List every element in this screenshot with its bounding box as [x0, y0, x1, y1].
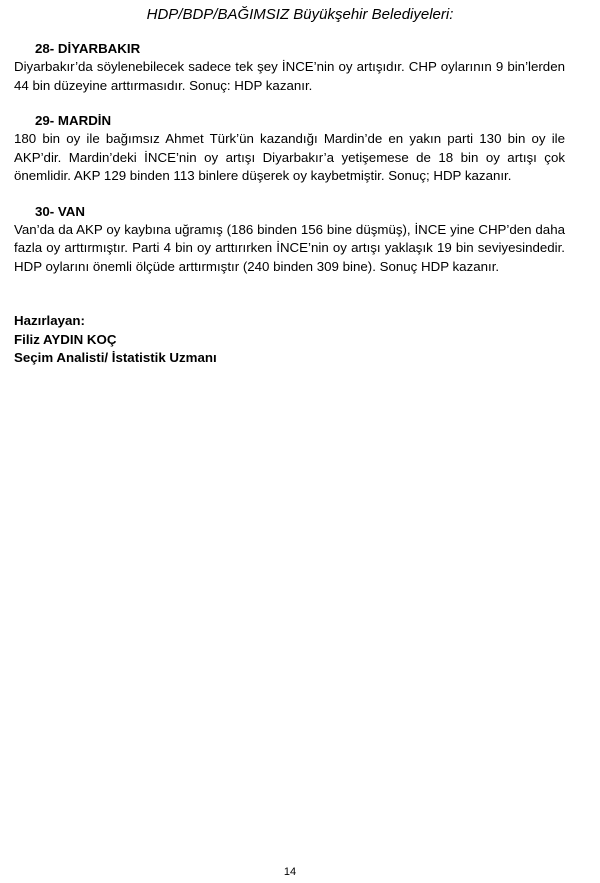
section-body: Van’da da AKP oy kaybına uğramış (186 binden 156 bine düşmüş), İNCE yine CHP’den daha fazla oy arttırmıştır. Parti 4 bin oy arttırırken İNCE’nin oy artışı yaklaşık 19 bin seviyesindedir. HDP oylarını önemli ölçüde arttırmıştır (240 binden 309 bine). Sonuç HDP kazanır.	[14, 221, 565, 274]
author-label: Hazırlayan:	[14, 313, 85, 328]
author-block	[14, 312, 565, 368]
section-title: 30- VAN	[35, 203, 85, 219]
author-role: Seçim Analisti/ İstatistik Uzmanı	[14, 350, 217, 365]
section-diyarbakir	[14, 40, 565, 95]
section-body: Diyarbakır’da söylenebilecek sadece tek şey İNCE’nin oy artışıdır. CHP oylarının 9 bin’lerden 44 bin düzeyine arttırmasıdır. Sonuç: HDP kazanır.	[14, 59, 565, 93]
section-body: 180 bin oy ile bağımsız Ahmet Türk’ün kazandığı Mardin’de en yakın parti 130 bin oy ile AKP’dir. Mardin’deki İNCE’nin oy artışı Diyarbakır’a yetişemese de 18 bin oy artışı çok önemlidir. AKP 129 binden 113 binlere düşerek oy kaybetmiştir. Sonuç; HDP kazanır.	[14, 131, 565, 183]
page-header: HDP/BDP/BAĞIMSIZ Büyükşehir Belediyeleri:	[146, 6, 454, 23]
section-van	[14, 203, 565, 277]
document-content	[14, 40, 565, 368]
section-mardin	[14, 112, 565, 186]
section-title: 28- DİYARBAKIR	[35, 41, 141, 56]
author-name: Filiz AYDIN KOÇ	[14, 331, 117, 347]
section-title: 29- MARDİN	[35, 113, 112, 128]
page-number: 14	[283, 866, 297, 878]
